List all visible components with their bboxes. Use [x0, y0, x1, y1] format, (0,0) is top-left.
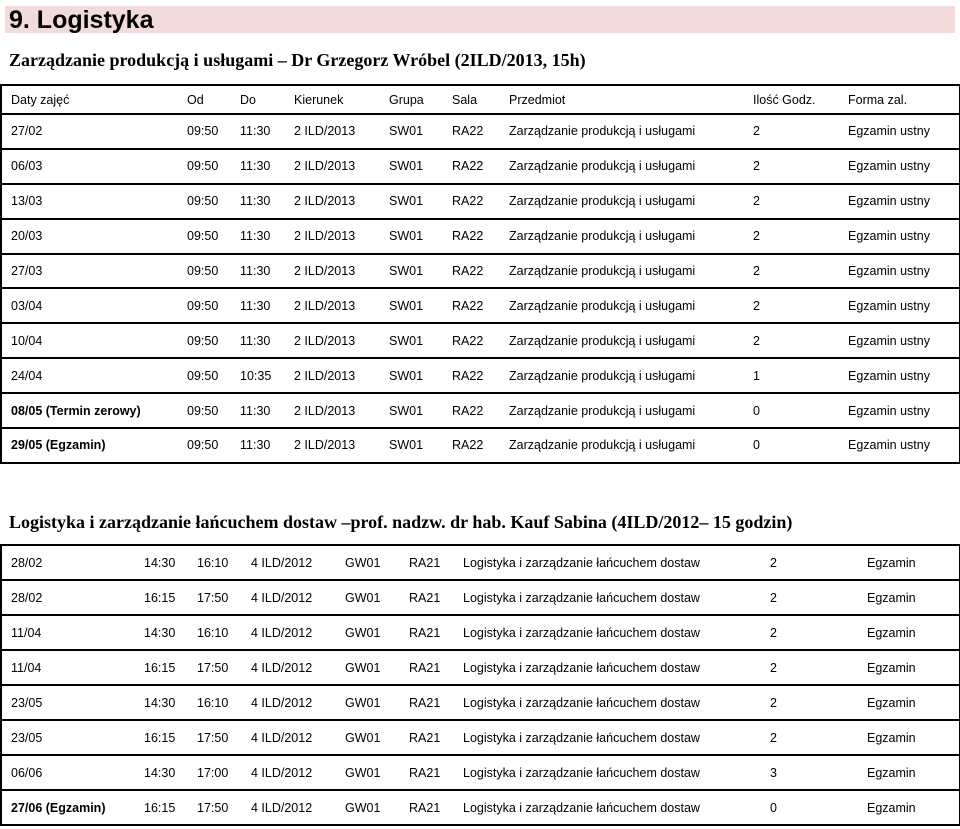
cell-hours: 2	[744, 184, 839, 219]
cell-group: GW01	[336, 720, 400, 755]
cell-to: 17:50	[188, 580, 242, 615]
cell-form: Egzamin	[858, 755, 960, 790]
cell-form: Egzamin	[858, 615, 960, 650]
cell-to: 11:30	[231, 254, 285, 289]
cell-date: 06/03	[1, 149, 178, 184]
course2-heading: Logistyka i zarządzanie łańcuchem dostaw –prof. nadzw. dr hab. Kauf Sabina (4ILD/2012– 15 godzin)	[9, 512, 793, 532]
cell-group: SW01	[380, 184, 443, 219]
cell-from: 16:15	[135, 790, 188, 825]
cell-to: 11:30	[231, 184, 285, 219]
cell-program: 4 ILD/2012	[242, 580, 336, 615]
table-row	[1, 545, 960, 580]
cell-date: 11/04	[1, 615, 135, 650]
cell-room: RA21	[400, 790, 454, 825]
column-header-program: Kierunek	[285, 85, 380, 114]
section-title: 9. Logistyka	[9, 6, 154, 34]
cell-from: 16:15	[135, 720, 188, 755]
cell-subject: Logistyka i zarządzanie łańcuchem dostaw	[454, 685, 761, 720]
cell-group: GW01	[336, 755, 400, 790]
cell-subject: Zarządzanie produkcją i usługami	[500, 184, 744, 219]
table-row	[1, 184, 960, 219]
cell-room: RA22	[443, 149, 500, 184]
cell-program: 4 ILD/2012	[242, 615, 336, 650]
cell-program: 2 ILD/2013	[285, 184, 380, 219]
cell-from: 09:50	[178, 428, 231, 463]
cell-subject: Zarządzanie produkcją i usługami	[500, 358, 744, 393]
cell-room: RA21	[400, 685, 454, 720]
cell-date: 23/05	[1, 685, 135, 720]
cell-subject: Zarządzanie produkcją i usługami	[500, 288, 744, 323]
cell-room: RA21	[400, 545, 454, 580]
cell-from: 14:30	[135, 615, 188, 650]
cell-from: 14:30	[135, 685, 188, 720]
cell-hours: 2	[744, 149, 839, 184]
column-header-room: Sala	[443, 85, 500, 114]
cell-hours: 2	[744, 219, 839, 254]
cell-to: 10:35	[231, 358, 285, 393]
cell-date: 29/05 (Egzamin)	[1, 428, 178, 463]
table-row	[1, 323, 960, 358]
column-header-subject: Przedmiot	[500, 85, 744, 114]
cell-hours: 2	[761, 615, 858, 650]
table-row	[1, 685, 960, 720]
cell-date: 24/04	[1, 358, 178, 393]
column-header-from: Od	[178, 85, 231, 114]
cell-hours: 0	[761, 790, 858, 825]
cell-hours: 2	[761, 720, 858, 755]
cell-to: 11:30	[231, 219, 285, 254]
table-row	[1, 650, 960, 685]
cell-form: Egzamin ustny	[839, 184, 960, 219]
cell-program: 2 ILD/2013	[285, 393, 380, 428]
cell-program: 2 ILD/2013	[285, 149, 380, 184]
cell-form: Egzamin ustny	[839, 393, 960, 428]
cell-hours: 2	[761, 580, 858, 615]
cell-form: Egzamin	[858, 580, 960, 615]
cell-program: 2 ILD/2013	[285, 428, 380, 463]
cell-subject: Zarządzanie produkcją i usługami	[500, 149, 744, 184]
cell-program: 4 ILD/2012	[242, 790, 336, 825]
column-header-group: Grupa	[380, 85, 443, 114]
cell-to: 11:30	[231, 393, 285, 428]
cell-group: SW01	[380, 428, 443, 463]
cell-date: 03/04	[1, 288, 178, 323]
cell-form: Egzamin	[858, 650, 960, 685]
cell-room: RA22	[443, 219, 500, 254]
cell-form: Egzamin	[858, 545, 960, 580]
cell-form: Egzamin ustny	[839, 323, 960, 358]
table-row	[1, 755, 960, 790]
cell-group: SW01	[380, 254, 443, 289]
cell-form: Egzamin	[858, 720, 960, 755]
cell-room: RA21	[400, 650, 454, 685]
table-row	[1, 720, 960, 755]
cell-hours: 2	[744, 254, 839, 289]
table-row	[1, 580, 960, 615]
cell-group: SW01	[380, 323, 443, 358]
cell-to: 16:10	[188, 615, 242, 650]
cell-date: 11/04	[1, 650, 135, 685]
cell-subject: Logistyka i zarządzanie łańcuchem dostaw	[454, 545, 761, 580]
cell-from: 09:50	[178, 323, 231, 358]
cell-program: 4 ILD/2012	[242, 720, 336, 755]
cell-to: 17:50	[188, 790, 242, 825]
cell-subject: Zarządzanie produkcją i usługami	[500, 114, 744, 149]
cell-from: 09:50	[178, 254, 231, 289]
cell-form: Egzamin ustny	[839, 358, 960, 393]
cell-subject: Logistyka i zarządzanie łańcuchem dostaw	[454, 650, 761, 685]
cell-form: Egzamin	[858, 790, 960, 825]
cell-program: 2 ILD/2013	[285, 358, 380, 393]
cell-room: RA22	[443, 254, 500, 289]
cell-date: 27/03	[1, 254, 178, 289]
cell-hours: 0	[744, 428, 839, 463]
cell-room: RA22	[443, 393, 500, 428]
cell-hours: 2	[744, 114, 839, 149]
cell-hours: 2	[761, 650, 858, 685]
cell-hours: 2	[744, 288, 839, 323]
cell-program: 4 ILD/2012	[242, 650, 336, 685]
cell-subject: Logistyka i zarządzanie łańcuchem dostaw	[454, 580, 761, 615]
cell-date: 27/06 (Egzamin)	[1, 790, 135, 825]
table-row	[1, 149, 960, 184]
cell-form: Egzamin ustny	[839, 428, 960, 463]
cell-from: 09:50	[178, 149, 231, 184]
cell-from: 16:15	[135, 580, 188, 615]
cell-to: 16:10	[188, 685, 242, 720]
cell-hours: 3	[761, 755, 858, 790]
cell-room: RA22	[443, 184, 500, 219]
cell-subject: Logistyka i zarządzanie łańcuchem dostaw	[454, 790, 761, 825]
course1-schedule-table	[0, 84, 960, 464]
cell-group: GW01	[336, 650, 400, 685]
table-header-row	[1, 85, 960, 114]
cell-date: 20/03	[1, 219, 178, 254]
cell-room: RA21	[400, 755, 454, 790]
cell-date: 13/03	[1, 184, 178, 219]
cell-from: 09:50	[178, 219, 231, 254]
cell-group: SW01	[380, 358, 443, 393]
cell-from: 09:50	[178, 114, 231, 149]
cell-hours: 2	[761, 685, 858, 720]
cell-form: Egzamin	[858, 685, 960, 720]
table-row	[1, 358, 960, 393]
cell-from: 14:30	[135, 755, 188, 790]
cell-hours: 1	[744, 358, 839, 393]
cell-program: 2 ILD/2013	[285, 288, 380, 323]
cell-date: 10/04	[1, 323, 178, 358]
cell-room: RA21	[400, 720, 454, 755]
cell-to: 11:30	[231, 428, 285, 463]
cell-group: GW01	[336, 790, 400, 825]
column-header-form: Forma zal.	[839, 85, 960, 114]
cell-group: SW01	[380, 393, 443, 428]
table-row	[1, 114, 960, 149]
cell-group: GW01	[336, 545, 400, 580]
cell-room: RA21	[400, 580, 454, 615]
cell-group: SW01	[380, 114, 443, 149]
cell-subject: Zarządzanie produkcją i usługami	[500, 393, 744, 428]
table-row	[1, 428, 960, 463]
cell-hours: 0	[744, 393, 839, 428]
table-row	[1, 254, 960, 289]
cell-to: 11:30	[231, 288, 285, 323]
cell-hours: 2	[744, 323, 839, 358]
cell-date: 23/05	[1, 720, 135, 755]
cell-to: 17:50	[188, 650, 242, 685]
course1-heading: Zarządzanie produkcją i usługami – Dr Grzegorz Wróbel (2ILD/2013, 15h)	[9, 50, 586, 70]
cell-hours: 2	[761, 545, 858, 580]
cell-form: Egzamin ustny	[839, 254, 960, 289]
cell-form: Egzamin ustny	[839, 114, 960, 149]
cell-subject: Zarządzanie produkcją i usługami	[500, 323, 744, 358]
cell-program: 4 ILD/2012	[242, 755, 336, 790]
cell-subject: Logistyka i zarządzanie łańcuchem dostaw	[454, 615, 761, 650]
cell-to: 11:30	[231, 114, 285, 149]
cell-program: 2 ILD/2013	[285, 323, 380, 358]
table-row	[1, 393, 960, 428]
cell-program: 2 ILD/2013	[285, 114, 380, 149]
cell-from: 09:50	[178, 184, 231, 219]
cell-to: 17:00	[188, 755, 242, 790]
cell-group: SW01	[380, 288, 443, 323]
cell-form: Egzamin ustny	[839, 149, 960, 184]
table-row	[1, 615, 960, 650]
cell-to: 16:10	[188, 545, 242, 580]
cell-group: GW01	[336, 685, 400, 720]
table-row	[1, 790, 960, 825]
cell-subject: Zarządzanie produkcją i usługami	[500, 219, 744, 254]
cell-room: RA22	[443, 114, 500, 149]
cell-program: 4 ILD/2012	[242, 545, 336, 580]
cell-from: 09:50	[178, 288, 231, 323]
cell-subject: Logistyka i zarządzanie łańcuchem dostaw	[454, 755, 761, 790]
table-row	[1, 219, 960, 254]
cell-group: SW01	[380, 219, 443, 254]
table-row	[1, 288, 960, 323]
cell-room: RA21	[400, 615, 454, 650]
cell-form: Egzamin ustny	[839, 219, 960, 254]
cell-form: Egzamin ustny	[839, 288, 960, 323]
cell-from: 09:50	[178, 358, 231, 393]
cell-date: 28/02	[1, 580, 135, 615]
cell-room: RA22	[443, 323, 500, 358]
cell-date: 27/02	[1, 114, 178, 149]
cell-date: 06/06	[1, 755, 135, 790]
cell-to: 11:30	[231, 149, 285, 184]
cell-subject: Zarządzanie produkcją i usługami	[500, 428, 744, 463]
cell-group: GW01	[336, 580, 400, 615]
cell-from: 14:30	[135, 545, 188, 580]
column-header-hours: Ilość Godz.	[744, 85, 839, 114]
cell-to: 11:30	[231, 323, 285, 358]
column-header-to: Do	[231, 85, 285, 114]
cell-from: 09:50	[178, 393, 231, 428]
cell-date: 28/02	[1, 545, 135, 580]
cell-subject: Logistyka i zarządzanie łańcuchem dostaw	[454, 720, 761, 755]
cell-group: SW01	[380, 149, 443, 184]
cell-program: 4 ILD/2012	[242, 685, 336, 720]
cell-room: RA22	[443, 288, 500, 323]
cell-from: 16:15	[135, 650, 188, 685]
course2-schedule-table	[0, 544, 960, 826]
cell-group: GW01	[336, 615, 400, 650]
cell-subject: Zarządzanie produkcją i usługami	[500, 254, 744, 289]
cell-to: 17:50	[188, 720, 242, 755]
column-header-date: Daty zajęć	[1, 85, 178, 114]
cell-room: RA22	[443, 358, 500, 393]
cell-room: RA22	[443, 428, 500, 463]
cell-date: 08/05 (Termin zerowy)	[1, 393, 178, 428]
cell-program: 2 ILD/2013	[285, 254, 380, 289]
cell-program: 2 ILD/2013	[285, 219, 380, 254]
